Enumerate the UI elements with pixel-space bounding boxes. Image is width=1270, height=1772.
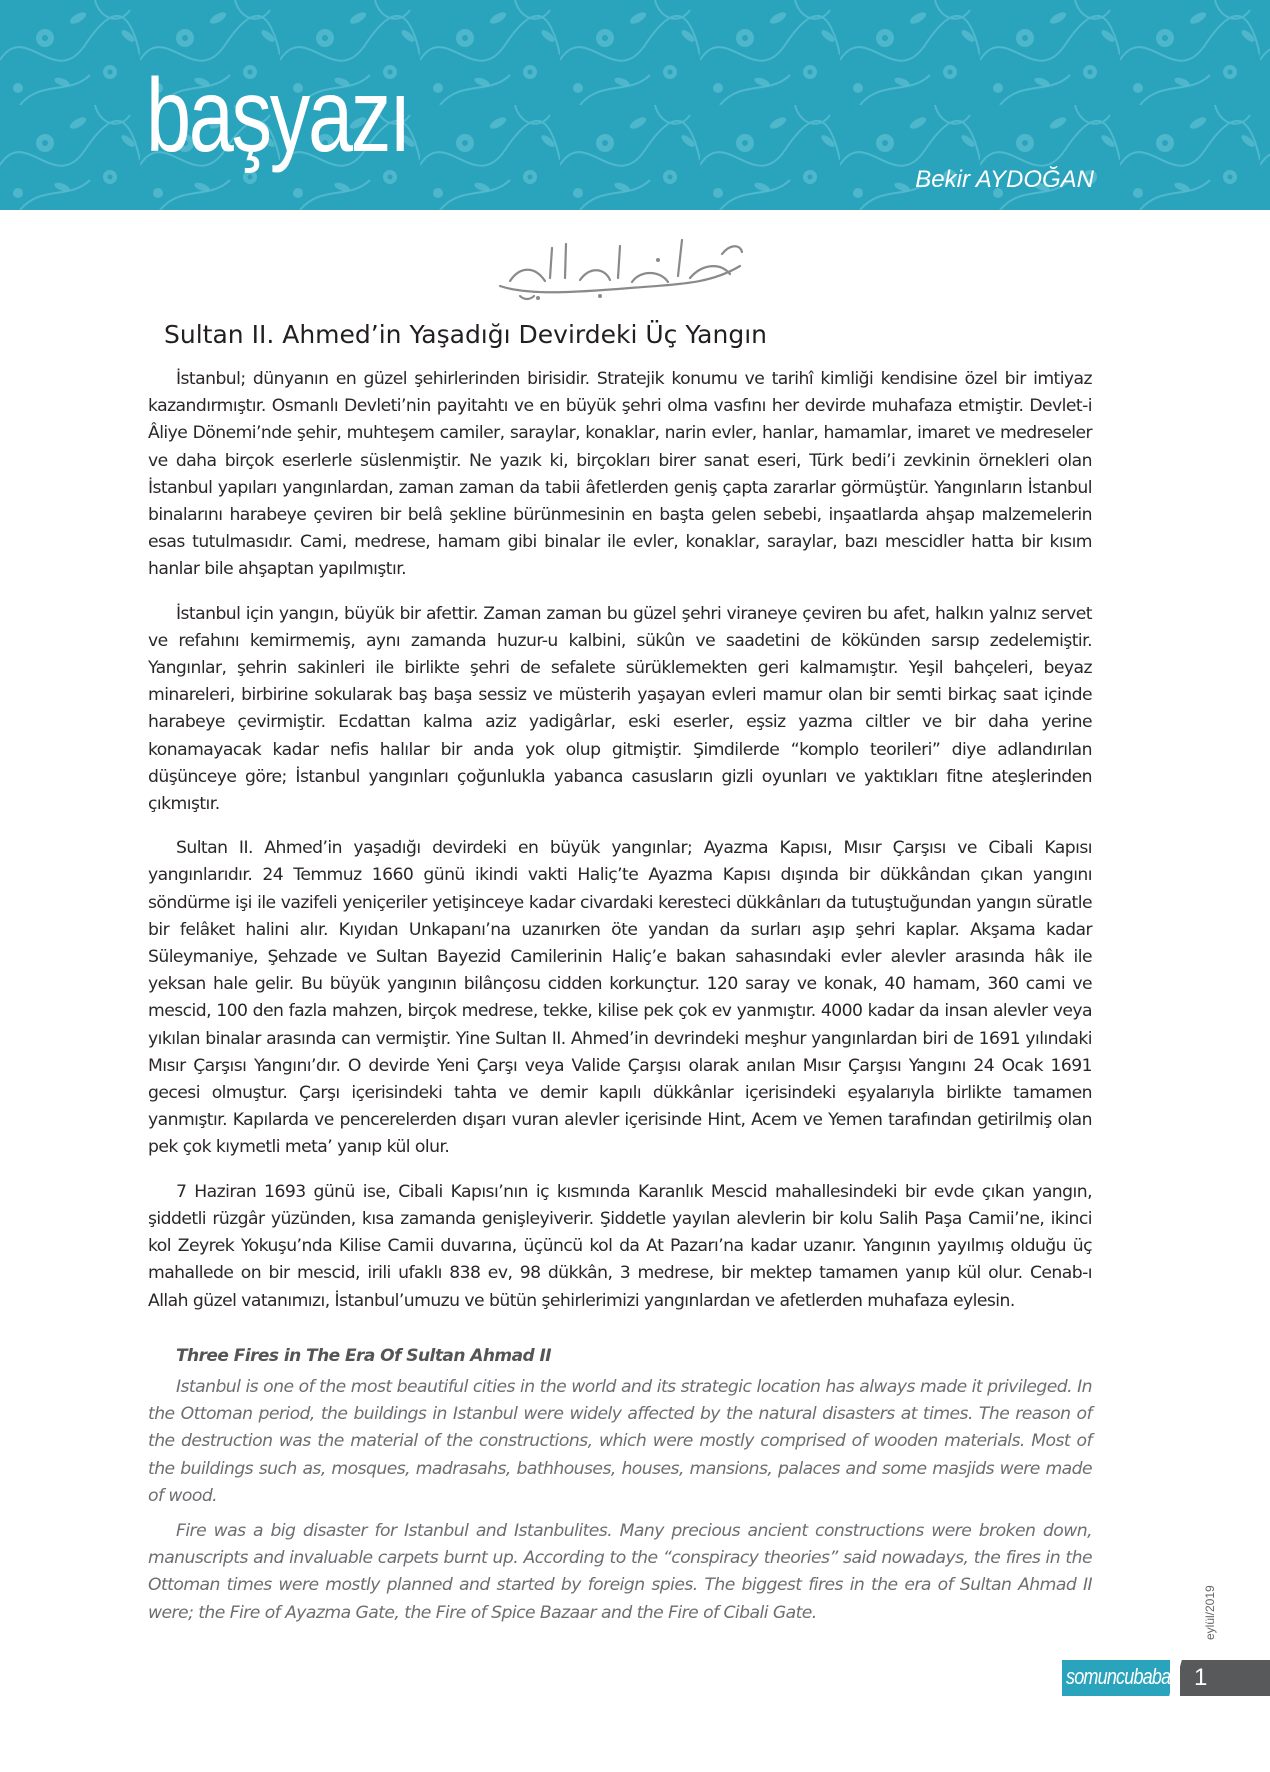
basmala-calligraphy (490, 226, 750, 306)
page-number: 1 (1194, 1664, 1208, 1691)
header-banner (0, 0, 1270, 210)
section-title: başyazı (146, 58, 410, 174)
english-paragraph: Istanbul is one of the most beautiful cities in the world and its strategic location has always made it privileged. In the Ottoman period, the buildings in Istanbul were widely affected by the natural disasters at times. The reason of the destruction was the material of the constructions, which were mostly comprised of wooden materials. Most of the buildings such as, mosques, madrasahs, bathhouses, houses, mansions, palaces and some masjids were made of wood. (148, 1376, 1092, 1506)
magazine-brand: somuncubaba (1066, 1664, 1171, 1689)
paragraph: İstanbul; dünyanın en güzel şehirlerinden birisidir. Stratejik konumu ve tarihî kimliği kendisine özel bir imtiyaz kazandırmıştır. Osmanlı Devleti’nin payitahtı ve en büyük şehri olma vasfını her devirde muhafaza etmiştir. Devlet-i Âliye Dönemi’nde şehir, muhteşem camiler, saraylar, konaklar, narin evler, hanlar, hamamlar, imaret ve medreseler ve daha birçok eserlerle süslenmiştir. Ne yazık ki, birçokları birer sanat eseri, Türk bedi’i zevkinin örnekleri olan İstanbul yapıları yangınlardan, zaman zaman da tabii âfetlerden geniş çapta zararlar görmüştür. Yangınların İstanbul binalarını harabeye çeviren bir belâ şekline bürünmesinin en başta gelen sebebi, inşaatlarda ahşap malzemelerin esas tutulmasıdır. Cami, medrese, hamam gibi binalar ile evler, konaklar, saraylar, bazı mescidler hatta bir kısım hanlar bile ahşaptan yapılmıştır. (148, 369, 1092, 580)
english-summary (148, 1343, 1092, 1627)
issue-date: eylül/2019 (1203, 1585, 1217, 1640)
paragraph: İstanbul için yangın, büyük bir afettir. Zaman zaman bu güzel şehri viraneye çeviren bu afet, halkın yalnız servet ve refahını kemirmemiş, aynı zamanda huzur-u kalbini, sükûn ve saadetini de kökünden sarsıp zedelemiştir. Yangınlar, şehrin sakinleri ile birlikte şehri de sefalete sürüklemekten geri kalmamıştır. Yeşil bahçeleri, beyaz minareleri, birbirine sokularak baş başa sessiz ve müsterih yaşayan evleri mamur olan bir semti birkaç saat içinde harabeye çevirmiştir. Ecdattan kalma aziz yadigârlar, eski eserler, eşsiz yazma ciltler ve bir daha yerine konamayacak kadar nefis halılar bir anda yok olup gitmiştir. Şimdilerde “komplo teorileri” diye adlandırılan düşünceye göre; İstanbul yangınları çoğunlukla yabanca casusların gizli oyunları ve yaktıkları fitne ateşlerinden çıkmıştır. (148, 603, 1092, 815)
article-title: Sultan II. Ahmed’in Yaşadığı Devirdeki Üç Yangın (164, 320, 767, 349)
paragraph: Sultan II. Ahmed’in yaşadığı devirdeki en büyük yangınlar; Ayazma Kapısı, Mısır Çarşısı ve Cibali Kapısı yangınlarıdır. 24 Temmuz 1660 günü ikindi vakti Haliç’te Ayazma Kapısı dışında bir dükkândan çıkan yangını söndürme işi ile vazifeli yeniçeriler yetişinceye kadar civardaki keresteci dükkânları da tutuştuğundan yangın süratle bir felâket halini alır. Kıyıdan Unkapanı’na uzanırken öte yandan da surları aşıp şehri kaplar. Akşama kadar Süleymaniye, Şehzade ve Sultan Bayezid Camilerinin Haliç’e bakan sahasındaki evler alevler arasında hâk ile yeksan hale gelir. Bu büyük yangının bilânçosu cidden korkunçtur. 120 saray ve konak, 40 hamam, 360 cami ve mescid, 100 den fazla mahzen, birçok medrese, tekke, kilise pek çok ev yanmıştır. 4000 kadar da insan alevler veya yıkılan binalar arasında can vermiştir. Yine Sultan II. Ahmed’in devrindeki meşhur yangınlardan biri de 1691 yılındaki Mısır Çarşısı Yangını’dır. O devirde Yeni Çarşı veya Valide Çarşısı olarak anılan Mısır Çarşısı Yangını 24 Ocak 1691 gecesi olmuştur. Çarşı içerisindeki tahta ve demir kapılı dükkânlar içerisindeki eşyalarıyla birlikte tamamen yanmıştır. Kapılarda ve pencerelerden dışarı vuran alevler içerisinde Hint, Acem ve Yemen tarafından getirilmiş olan pek çok kıymetli meta’ yanıp kül olur. (148, 838, 1092, 1158)
author-name: Bekir AYDOĞAN (915, 166, 1094, 193)
english-title: Three Fires in The Era Of Sultan Ahmad II (176, 1345, 552, 1366)
english-paragraph: Fire was a big disaster for Istanbul and Istanbulites. Many precious ancient constructions were broken down, manuscripts and invaluable carpets burnt up. According to the “conspiracy theories” said nowadays, the fires in the Ottoman times were mostly planned and started by foreign spies. The biggest fires in the era of Sultan Ahmad II were; the Fire of Ayazma Gate, the Fire of Spice Bazaar and the Fire of Cibali Gate. (148, 1520, 1092, 1623)
paragraph: 7 Haziran 1693 günü ise, Cibali Kapısı’nın iç kısmında Karanlık Mescid mahallesindeki bir evde çıkan yangın, şiddetli rüzgâr yüzünden, kısa zamanda genişleyiverir. Şiddetle yayılan alevlerin bir kolu Salih Paşa Camii’ne, ikinci kol Zeyrek Yokuşu’nda Kilise Camii duvarına, üçüncü kol da At Pazarı’na kadar uzanır. Yangının yayılmış olduğu üç mahallede on bir mescid, irili ufaklı 838 ev, 98 dükkân, 3 medrese, bir mektep tamamen yanıp kül olur. Cenab-ı Allah güzel vatanımızı, İstanbul’umuzu ve bütün şehirlerimizi yangınlardan ve afetlerden muhafaza eylesin. (148, 1181, 1092, 1311)
page-footer (1062, 1660, 1270, 1696)
article-body (148, 366, 1092, 1635)
